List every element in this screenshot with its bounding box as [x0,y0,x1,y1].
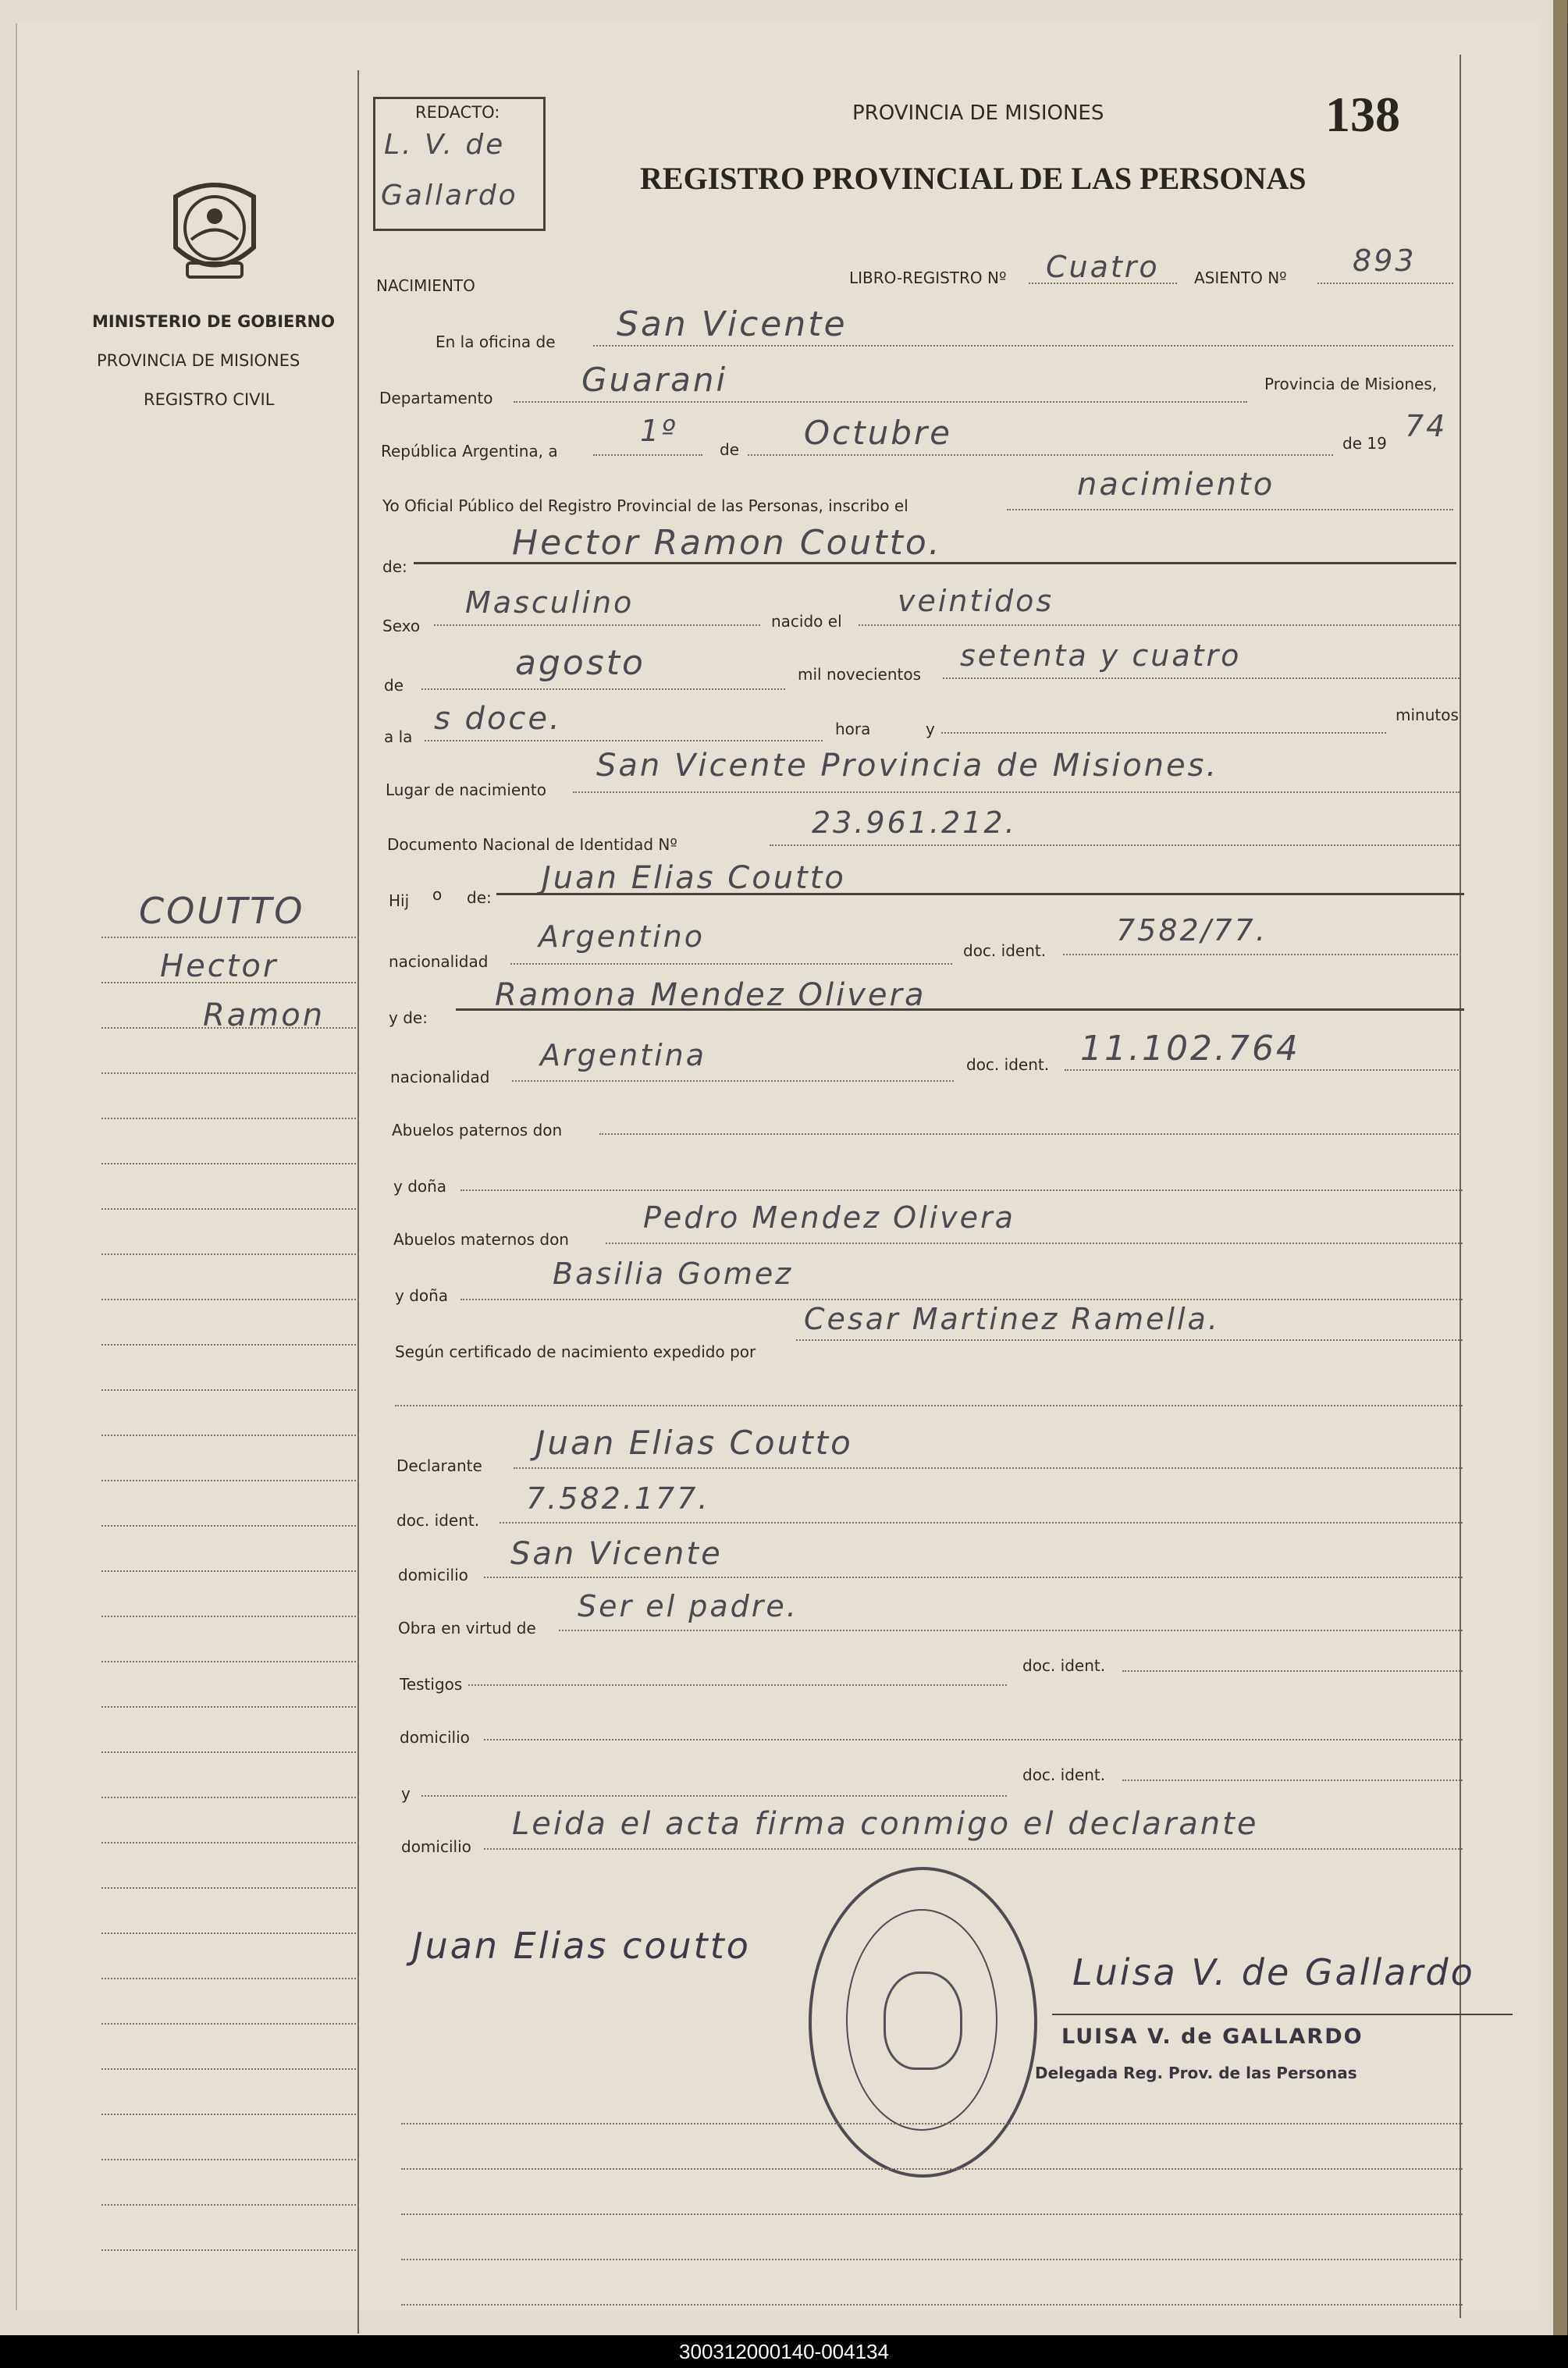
asiento-label: ASIENTO Nº [1194,268,1287,287]
domicilio3-value: Leida el acta firma conmigo el declarante [512,1806,1259,1842]
doc2-line [1065,1069,1461,1071]
oficial-label: Yo Oficial Público del Registro Provincial de las Personas, inscribo el [382,496,908,515]
abm-line [606,1243,1463,1244]
asiento-value: 893 [1353,244,1417,278]
oficina-label: En la oficina de [436,332,556,351]
madre-value: Ramona Mendez Olivera [495,977,926,1013]
obra-label: Obra en virtud de [398,1619,536,1637]
margin-rule-line [101,1525,359,1527]
minutos-line [941,732,1386,734]
nac1-value: Argentino [539,919,705,954]
departamento-line [514,401,1247,403]
abm-dona-value: Basilia Gomez [553,1257,794,1291]
abm-value: Pedro Mendez Olivera [643,1200,1015,1235]
civil-registry-label: REGISTRO CIVIL [144,390,275,409]
doc3-label: doc. ident. [396,1511,480,1530]
page-number: 138 [1325,87,1400,142]
domicilio-value: San Vicente [510,1536,723,1572]
dni-value: 23.961.212. [812,805,1017,840]
province-label: PROVINCIA DE MISIONES [97,351,300,370]
official-signature: Luisa V. de Gallardo [1072,1951,1475,1993]
sexo-value: Masculino [465,585,635,620]
mes2-value: agosto [515,643,645,683]
dni-line [770,844,1460,846]
margin-rule-line [101,982,359,983]
sexo-line [434,624,760,626]
padre-line [496,893,1464,895]
margin-rule-line [101,1887,359,1889]
margin-rule-line [101,1978,359,1979]
lugar-label: Lugar de nacimiento [386,780,546,799]
margin-rule-line [101,2249,359,2251]
margin-rule-line [101,1344,359,1346]
de19-label: de 19 [1342,434,1387,453]
de2-label: de [384,676,404,695]
declarante-line [514,1467,1463,1469]
nac1-label: nacionalidad [389,952,489,971]
asiento-line [1317,283,1453,284]
de-name-label: de: [382,557,407,576]
margin-rule-line [101,1208,359,1210]
mes-value: Octubre [804,414,953,452]
mes2-line [421,688,785,690]
y2-label: y [401,1784,411,1803]
nac2-line [512,1080,954,1082]
form-rule-line [401,2304,1463,2306]
margin-rule-line [101,2023,359,2025]
margin-first-name: Hector [160,948,279,984]
abp-line [599,1133,1461,1135]
margin-rule-line [101,2114,359,2115]
form-rule-line [401,2168,1463,2170]
domicilio2-line [484,1739,1463,1740]
doc1-value: 7582/77. [1116,913,1268,948]
margin-rule-line [101,1480,359,1481]
hijo-de-label: de: [467,888,492,907]
nacido-label: nacido el [771,612,842,631]
declarante-signature: Juan Elias coutto [412,1925,751,1967]
ministry-label: MINISTERIO DE GOBIERNO [92,312,335,331]
republica-label: República Argentina, a [381,442,558,460]
departamento-value: Guarani [581,361,728,399]
testigos-label: Testigos [400,1675,463,1694]
margin-rule-line [101,2159,359,2160]
margin-surname: COUTTO [139,890,305,932]
hora-label: hora [835,720,871,738]
margin-rule-line [101,1027,359,1029]
margin-rule-line [101,1797,359,1798]
declarante-value: Juan Elias Coutto [535,1424,853,1462]
dia-line [593,454,702,456]
nacido-line [859,624,1460,626]
madre-line [456,1008,1464,1011]
testigos-line [468,1684,1007,1686]
mil-value: setenta y cuatro [960,638,1242,673]
doc5-label: doc. ident. [1022,1765,1106,1784]
margin-rule-line [101,1706,359,1708]
form-rule-line [401,2259,1463,2260]
cert-value: Cesar Martinez Ramella. [804,1302,1220,1336]
margin-rule-line [101,2204,359,2206]
ala-value: s doce. [434,701,562,737]
cert-label: Según certificado de nacimiento expedido por [395,1342,756,1361]
margin-rule-line [101,1253,359,1255]
doc2-value: 11.102.764 [1080,1029,1300,1068]
stamp-name: LUISA V. de GALLARDO [1061,2025,1364,2049]
hijo-label: Hij [389,891,410,910]
cert-line [796,1339,1463,1341]
departamento-label: Departamento [379,389,493,407]
anio-value: 74 [1405,409,1448,443]
mil-label: mil novecientos [798,665,922,684]
doc5-line [1122,1780,1463,1781]
margin-rule-line [101,1751,359,1753]
domicilio-label: domicilio [398,1566,468,1584]
margin-rule-line [101,1435,359,1436]
nombre-value: Hector Ramon Coutto. [512,523,942,563]
obra-line [559,1630,1463,1631]
margin-second-name: Ramon [203,997,325,1033]
abp-label: Abuelos paternos don [392,1121,563,1140]
nacido-value: veintidos [898,584,1054,618]
libro-value: Cuatro [1046,250,1160,284]
doc3-line [500,1522,1463,1524]
margin-rule-line [101,1299,359,1300]
margin-rule-line [101,1932,359,1934]
domicilio3-label: domicilio [401,1837,471,1856]
oficial-value: nacimiento [1077,467,1275,503]
abm-dona-label: y doña [395,1286,449,1305]
province-heading: PROVINCIA DE MISIONES [852,101,1104,125]
nac2-value: Argentina [540,1038,707,1072]
minutos-label: minutos [1396,706,1459,724]
libro-line [1029,283,1177,284]
nacimiento-label: NACIMIENTO [376,276,475,295]
yde-label: y de: [389,1008,428,1027]
declarante-label: Declarante [396,1456,482,1475]
margin-rule-line [101,1842,359,1844]
dia-value: 1º [640,414,678,448]
abm-dona-line [460,1299,1463,1300]
margin-rule-line [101,1570,359,1572]
province-crest-icon [160,173,269,290]
seal-crest-icon [884,1972,962,2070]
sexo-label: Sexo [382,617,421,635]
margin-rule-line [101,937,359,938]
margin-rule [357,70,359,2334]
y-label: y [926,720,935,738]
hijo-suffix: o [432,885,443,904]
redacto-value-1: L. V. de [384,129,506,161]
mil-line [943,677,1460,679]
doc3-value: 7.582.177. [526,1481,710,1516]
abp-dona-label: y doña [393,1177,447,1196]
domicilio-line [484,1577,1463,1578]
domicilio3-line [484,1848,1463,1850]
registry-title: REGISTRO PROVINCIAL DE LAS PERSONAS [640,161,1307,196]
margin-rule-line [101,1163,359,1164]
nac2-label: nacionalidad [390,1068,490,1086]
doc4-label: doc. ident. [1022,1656,1106,1675]
y2-line [421,1795,1007,1797]
abp-dona-line [460,1189,1463,1191]
oficial-line [1007,509,1453,510]
form-rule-line [401,2213,1463,2215]
doc1-line [1063,954,1461,955]
libro-label: LIBRO-REGISTRO Nº [849,268,1007,287]
doc1-label: doc. ident. [963,941,1047,960]
padre-value: Juan Elias Coutto [542,860,846,896]
cert-line-2 [395,1405,1463,1406]
margin-rule-line [101,1118,359,1119]
ala-label: a la [384,727,413,746]
form-rule-line [401,2123,1463,2124]
margin-rule-line [101,1661,359,1662]
abm-label: Abuelos maternos don [393,1230,569,1249]
nombre-line [414,562,1456,564]
margin-rule-line [101,1072,359,1074]
stamp-title: Delegada Reg. Prov. de las Personas [1035,2064,1357,2082]
nac1-line [510,963,952,965]
margin-rule-line [101,2068,359,2070]
doc4-line [1122,1670,1463,1672]
obra-value: Ser el padre. [578,1589,798,1623]
de-label: de [720,440,739,459]
oficina-value: San Vicente [617,304,848,344]
provincia-label: Provincia de Misiones, [1264,375,1438,393]
margin-rule-line [101,1389,359,1391]
dni-label: Documento Nacional de Identidad Nº [387,835,677,854]
redacto-label: REDACTO: [415,103,500,122]
signature-line [1052,2014,1513,2015]
official-seal [809,1867,1037,2178]
mes-line [748,454,1333,456]
image-id-footer: 300312000140-004134 [0,2335,1568,2368]
domicilio2-label: domicilio [400,1728,470,1747]
ala-line [425,740,823,741]
lugar-line [573,791,1460,793]
doc2-label: doc. ident. [966,1055,1050,1074]
oficina-line [593,345,1453,347]
lugar-value: San Vicente Provincia de Misiones. [596,748,1219,784]
redacto-value-2: Gallardo [381,180,518,212]
margin-rule-line [101,1616,359,1617]
